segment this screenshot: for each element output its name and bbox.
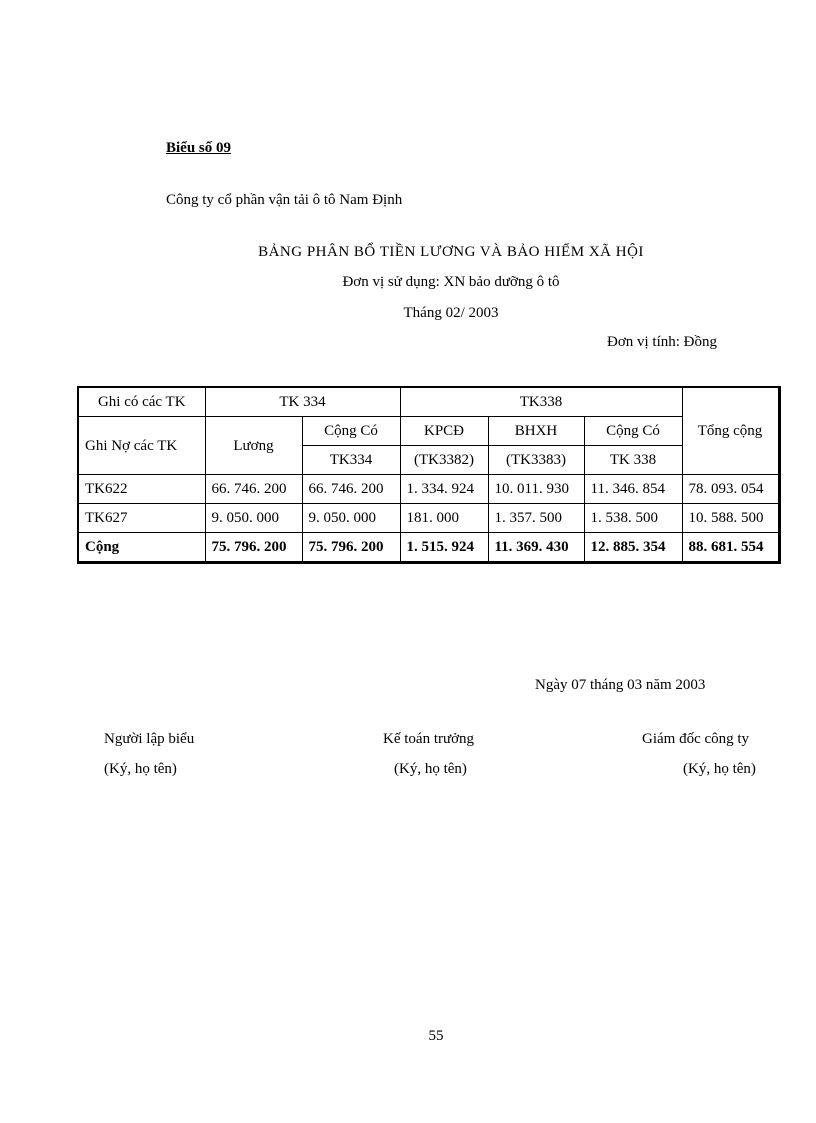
table-row (78, 504, 779, 533)
row-account: TK622 (78, 475, 205, 504)
group-header-tk334: TK 334 (205, 387, 400, 417)
col-header-luong: Lương (205, 417, 302, 475)
cell-tong-cong: 10. 588. 500 (682, 504, 779, 533)
col-header-kpcd-line1: KPCĐ (400, 417, 488, 446)
accountant-title: Kế toán trưởng (383, 731, 475, 747)
cell-luong: 9. 050. 000 (205, 504, 302, 533)
company-name: Công ty cổ phần vận tải ô tô Nam Định (166, 192, 403, 208)
col-header-kpcd-line2: (TK3382) (400, 446, 488, 475)
form-number: Biểu số 09 (166, 140, 232, 156)
col-header-cong-co-338-line2: TK 338 (584, 446, 682, 475)
preparer-sign-note: (Ký, họ tên) (104, 761, 177, 777)
row-account: Cộng (78, 533, 205, 563)
cell-kpcd: 1. 515. 924 (400, 533, 488, 563)
document-title: BẢNG PHÂN BỔ TIỀN LƯƠNG VÀ BẢO HIỂM XÃ HỘI (258, 244, 644, 260)
col-header-cong-co-334-line1: Cộng Có (302, 417, 400, 446)
row-account: TK627 (78, 504, 205, 533)
cell-luong: 75. 796. 200 (205, 533, 302, 563)
page-number: 55 (428, 1028, 444, 1044)
unit-of-use: Đơn vị sử dụng: XN bảo dưỡng ô tô (342, 274, 560, 290)
cell-bhxh: 1. 357. 500 (488, 504, 584, 533)
table-row-total (78, 533, 779, 563)
header-row-2 (78, 417, 779, 446)
director-title: Giám đốc công ty (642, 731, 750, 747)
cell-cong-co-338: 1. 538. 500 (584, 504, 682, 533)
accountant-sign-note: (Ký, họ tên) (394, 761, 467, 777)
currency-unit: Đơn vị tính: Đồng (607, 334, 718, 350)
cell-luong: 66. 746. 200 (205, 475, 302, 504)
cell-cong-co-334: 75. 796. 200 (302, 533, 400, 563)
cell-kpcd: 1. 334. 924 (400, 475, 488, 504)
corner-header-debit: Ghi Nợ các TK (78, 417, 205, 475)
group-header-tk338: TK338 (400, 387, 682, 417)
cell-cong-co-334: 66. 746. 200 (302, 475, 400, 504)
allocation-table (77, 386, 781, 564)
header-row-1 (78, 387, 779, 417)
total-header: Tổng cộng (682, 387, 779, 475)
cell-cong-co-338: 12. 885. 354 (584, 533, 682, 563)
director-sign-note: (Ký, họ tên) (683, 761, 756, 777)
report-month: Tháng 02/ 2003 (403, 305, 499, 321)
table-row (78, 475, 779, 504)
preparer-title: Người lập biểu (104, 731, 195, 747)
cell-tong-cong: 78. 093. 054 (682, 475, 779, 504)
col-header-cong-co-334-line2: TK334 (302, 446, 400, 475)
cell-cong-co-338: 11. 346. 854 (584, 475, 682, 504)
cell-cong-co-334: 9. 050. 000 (302, 504, 400, 533)
col-header-bhxh-line2: (TK3383) (488, 446, 584, 475)
col-header-bhxh-line1: BHXH (488, 417, 584, 446)
cell-kpcd: 181. 000 (400, 504, 488, 533)
col-header-cong-co-338-line1: Cộng Có (584, 417, 682, 446)
cell-bhxh: 10. 011. 930 (488, 475, 584, 504)
corner-header-credit: Ghi có các TK (78, 387, 205, 417)
cell-bhxh: 11. 369. 430 (488, 533, 584, 563)
cell-tong-cong: 88. 681. 554 (682, 533, 779, 563)
signing-date: Ngày 07 tháng 03 năm 2003 (535, 677, 706, 693)
